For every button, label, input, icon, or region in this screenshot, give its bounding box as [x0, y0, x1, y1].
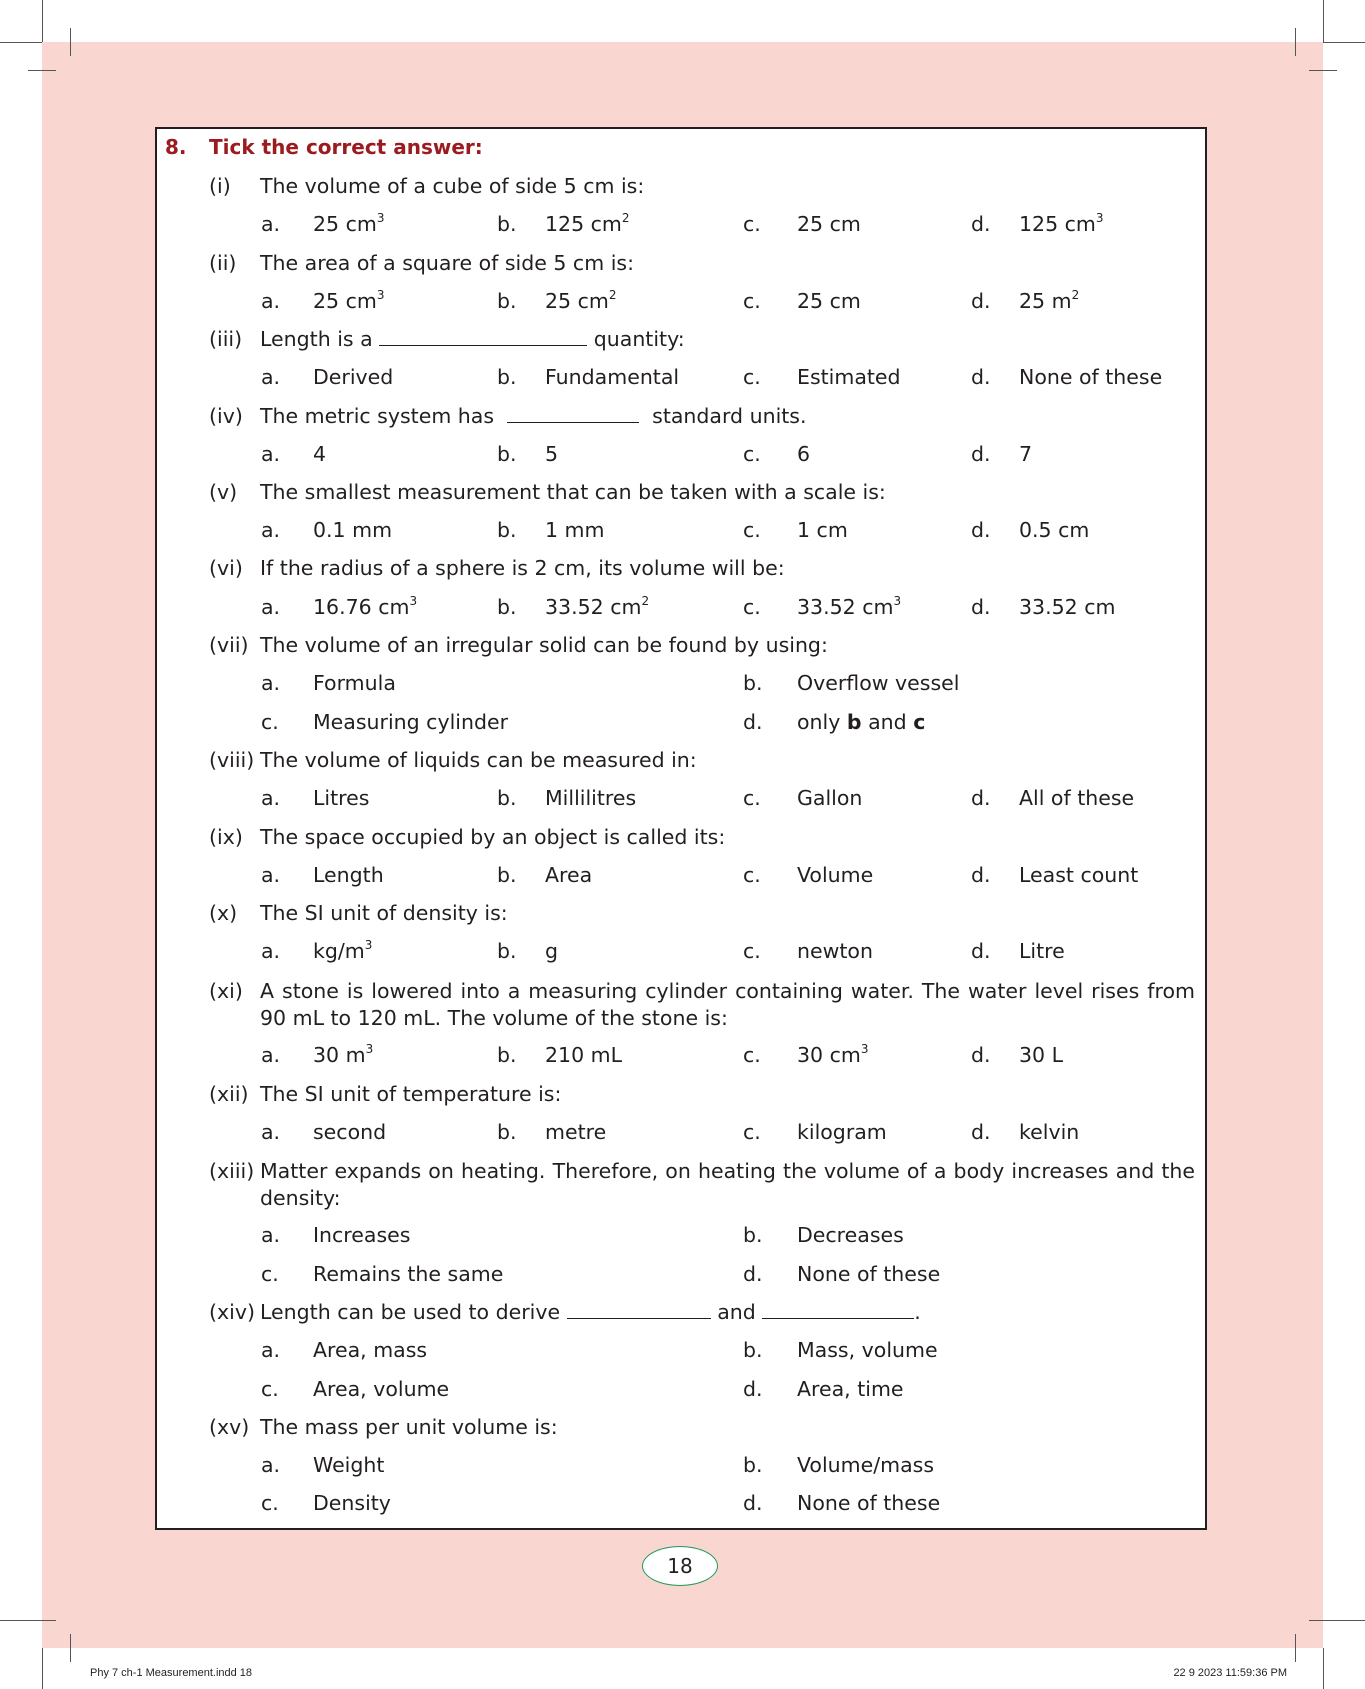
option-text: Gallon: [797, 786, 863, 810]
option-text: 25 $m^2$: [1019, 288, 1080, 313]
option-text: Least count: [1019, 863, 1139, 887]
option-text: 25 cm: [797, 212, 861, 236]
crop-mark: [1323, 0, 1324, 42]
option-letter: a.: [261, 863, 281, 887]
option-text: 125 $cm^3$: [1019, 211, 1104, 236]
question-stem: The metric system has standard units.: [260, 404, 807, 428]
option-letter: a.: [261, 671, 281, 695]
option-text: 4: [313, 442, 327, 466]
item-number: (iv): [209, 404, 243, 428]
option-text: newton: [797, 939, 873, 963]
option-text: Increases: [313, 1223, 411, 1247]
crop-mark: [70, 28, 71, 56]
option-text: Fundamental: [545, 365, 680, 389]
option-letter: c.: [743, 1120, 761, 1144]
question-stem: Matter expands on heating. Therefore, on heating the volume of a body increases and the density:: [260, 1159, 1195, 1210]
crop-mark: [42, 1648, 43, 1689]
option-text: Millilitres: [545, 786, 637, 810]
answer-blank[interactable]: [762, 1300, 914, 1319]
option-letter: a.: [261, 939, 281, 963]
option-letter: d.: [971, 1120, 991, 1144]
option-text: g: [545, 939, 559, 963]
option-text: Formula: [313, 671, 396, 695]
option-letter: a.: [261, 1120, 281, 1144]
option-text: Volume/mass: [797, 1453, 935, 1477]
option-text: 5: [545, 442, 559, 466]
answer-blank[interactable]: [507, 404, 639, 423]
option-text: Density: [313, 1491, 391, 1515]
item-number: (xiii): [209, 1159, 255, 1183]
question-stem: The volume of a cube of side 5 cm is:: [260, 174, 645, 198]
option-text: 25 cm: [797, 289, 861, 313]
option-letter: a.: [261, 1223, 281, 1247]
crop-mark: [70, 1634, 71, 1662]
option-text: 0.1 mm: [313, 518, 393, 542]
option-text: kilogram: [797, 1120, 887, 1144]
question-stem: The smallest measurement that can be taken with a scale is:: [260, 480, 886, 504]
crop-mark: [0, 1620, 56, 1621]
option-letter: b.: [497, 442, 517, 466]
option-text: None of these: [797, 1262, 941, 1286]
option-text: 6: [797, 442, 811, 466]
option-text: 25 $cm^2$: [545, 288, 617, 313]
option-letter: a.: [261, 1338, 281, 1362]
option-letter: b.: [497, 1043, 517, 1067]
option-text: second: [313, 1120, 387, 1144]
option-letter: c.: [743, 786, 761, 810]
crop-mark: [0, 42, 42, 43]
option-letter: d.: [743, 1491, 763, 1515]
crop-mark: [1309, 1620, 1365, 1621]
option-letter: c.: [743, 442, 761, 466]
question-stem: The area of a square of side 5 cm is:: [260, 251, 634, 275]
item-number: (viii): [209, 748, 255, 772]
crop-mark: [1309, 70, 1337, 71]
crop-mark: [1323, 42, 1365, 43]
item-number: (vii): [209, 633, 249, 657]
option-text: $kg/m^3$: [313, 938, 373, 963]
option-text: Volume: [797, 863, 874, 887]
option-letter: a.: [261, 595, 281, 619]
option-letter: b.: [497, 212, 517, 236]
option-letter: c.: [743, 518, 761, 542]
item-number: (xv): [209, 1415, 250, 1439]
question-stem: The SI unit of temperature is:: [260, 1082, 562, 1106]
item-number: (xiv): [209, 1300, 255, 1324]
option-text: Area, time: [797, 1377, 904, 1401]
option-letter: c.: [743, 212, 761, 236]
option-letter: b.: [497, 1120, 517, 1144]
question-stem: A stone is lowered into a measuring cylinder containing water. The water level rises from 90 mL to 120 mL. The volume of the stone is:: [260, 979, 1195, 1030]
crop-mark: [1295, 28, 1296, 56]
option-text: None of these: [797, 1491, 941, 1515]
question-stem: If the radius of a sphere is 2 cm, its volume will be:: [260, 556, 785, 580]
question-stem: The mass per unit volume is:: [260, 1415, 558, 1439]
option-letter: c.: [743, 863, 761, 887]
option-text: Length: [313, 863, 384, 887]
item-number: (xi): [209, 979, 243, 1003]
page-number: 18: [642, 1546, 718, 1586]
option-letter: a.: [261, 289, 281, 313]
crop-mark: [28, 70, 56, 71]
crop-mark: [42, 0, 43, 42]
question-number: 8.: [165, 135, 187, 159]
option-text: All of these: [1019, 786, 1135, 810]
option-text: 30 L: [1019, 1043, 1064, 1067]
option-text: kelvin: [1019, 1120, 1080, 1144]
option-letter: b.: [497, 595, 517, 619]
option-text: 30 $cm^3$: [797, 1042, 869, 1067]
option-letter: d.: [971, 863, 991, 887]
option-letter: a.: [261, 442, 281, 466]
crop-mark: [1295, 1634, 1296, 1662]
slug-timestamp: 22 9 2023 11:59:36 PM: [1173, 1667, 1287, 1679]
option-text: Overflow vessel: [797, 671, 960, 695]
option-letter: d.: [971, 289, 991, 313]
option-text: Mass, volume: [797, 1338, 938, 1362]
option-text: 16.76 $cm^3$: [313, 594, 418, 619]
crop-mark: [1323, 1648, 1324, 1689]
option-text: None of these: [1019, 365, 1163, 389]
option-text: Litres: [313, 786, 370, 810]
option-text: 7: [1019, 442, 1033, 466]
option-text: Derived: [313, 365, 394, 389]
item-number: (x): [209, 901, 238, 925]
option-text: Area, mass: [313, 1338, 428, 1362]
option-letter: d.: [971, 1043, 991, 1067]
slug-filename: Phy 7 ch-1 Measurement.indd 18: [90, 1667, 253, 1679]
option-text: Area: [545, 863, 593, 887]
option-text: Decreases: [797, 1223, 904, 1247]
item-number: (ix): [209, 825, 243, 849]
item-number: (ii): [209, 251, 237, 275]
option-letter: d.: [743, 710, 763, 734]
option-text: 33.52 cm: [1019, 595, 1116, 619]
question-stem: Length can be used to derive and .: [260, 1300, 921, 1324]
option-letter: a.: [261, 518, 281, 542]
option-letter: c.: [743, 595, 761, 619]
option-letter: b.: [743, 1223, 763, 1247]
option-letter: b.: [743, 1338, 763, 1362]
option-letter: b.: [497, 289, 517, 313]
option-text: only b and c: [797, 710, 926, 734]
question-stem: The volume of liquids can be measured in:: [260, 748, 697, 772]
option-text: 33.52 $cm^3$: [797, 594, 902, 619]
option-letter: d.: [971, 786, 991, 810]
option-letter: c.: [743, 939, 761, 963]
option-letter: c.: [743, 1043, 761, 1067]
option-text: 25 $cm^3$: [313, 211, 385, 236]
option-letter: b.: [743, 1453, 763, 1477]
option-text: Weight: [313, 1453, 385, 1477]
question-stem: The SI unit of density is:: [260, 901, 508, 925]
item-number: (v): [209, 480, 238, 504]
option-letter: c.: [743, 289, 761, 313]
option-letter: b.: [497, 365, 517, 389]
option-letter: a.: [261, 786, 281, 810]
option-letter: b.: [743, 671, 763, 695]
option-text: Measuring cylinder: [313, 710, 509, 734]
option-letter: b.: [497, 518, 517, 542]
item-number: (i): [209, 174, 231, 198]
option-letter: d.: [743, 1262, 763, 1286]
item-number: (vi): [209, 556, 243, 580]
item-number: (xii): [209, 1082, 249, 1106]
option-text: Remains the same: [313, 1262, 504, 1286]
question-stem: The volume of an irregular solid can be found by using:: [260, 633, 828, 657]
option-letter: a.: [261, 365, 281, 389]
option-text: metre: [545, 1120, 607, 1144]
option-letter: c.: [261, 1491, 279, 1515]
option-text: 25 $cm^3$: [313, 288, 385, 313]
option-letter: d.: [743, 1377, 763, 1401]
option-text: Estimated: [797, 365, 901, 389]
option-letter: d.: [971, 212, 991, 236]
option-text: 125 $cm^2$: [545, 211, 630, 236]
question-title: Tick the correct answer:: [209, 135, 483, 159]
item-number: (iii): [209, 327, 243, 351]
option-letter: c.: [261, 1377, 279, 1401]
option-text: 33.52 $cm^2$: [545, 594, 650, 619]
option-text: Litre: [1019, 939, 1065, 963]
option-text: 0.5 cm: [1019, 518, 1090, 542]
option-text: 1 mm: [545, 518, 605, 542]
option-letter: a.: [261, 212, 281, 236]
option-letter: b.: [497, 786, 517, 810]
option-text: 1 cm: [797, 518, 848, 542]
option-letter: d.: [971, 518, 991, 542]
option-text: 30 $m^3$: [313, 1042, 374, 1067]
answer-blank[interactable]: [567, 1300, 711, 1319]
option-text: 210 mL: [545, 1043, 623, 1067]
option-letter: c.: [743, 365, 761, 389]
option-letter: a.: [261, 1453, 281, 1477]
option-text: Area, volume: [313, 1377, 450, 1401]
answer-blank[interactable]: [379, 327, 587, 346]
option-letter: a.: [261, 1043, 281, 1067]
question-stem: Length is a quantity:: [260, 327, 685, 351]
option-letter: d.: [971, 595, 991, 619]
question-stem: The space occupied by an object is called its:: [260, 825, 726, 849]
option-letter: d.: [971, 365, 991, 389]
option-letter: b.: [497, 863, 517, 887]
option-letter: c.: [261, 710, 279, 734]
option-letter: d.: [971, 442, 991, 466]
option-letter: d.: [971, 939, 991, 963]
option-letter: c.: [261, 1262, 279, 1286]
option-letter: b.: [497, 939, 517, 963]
